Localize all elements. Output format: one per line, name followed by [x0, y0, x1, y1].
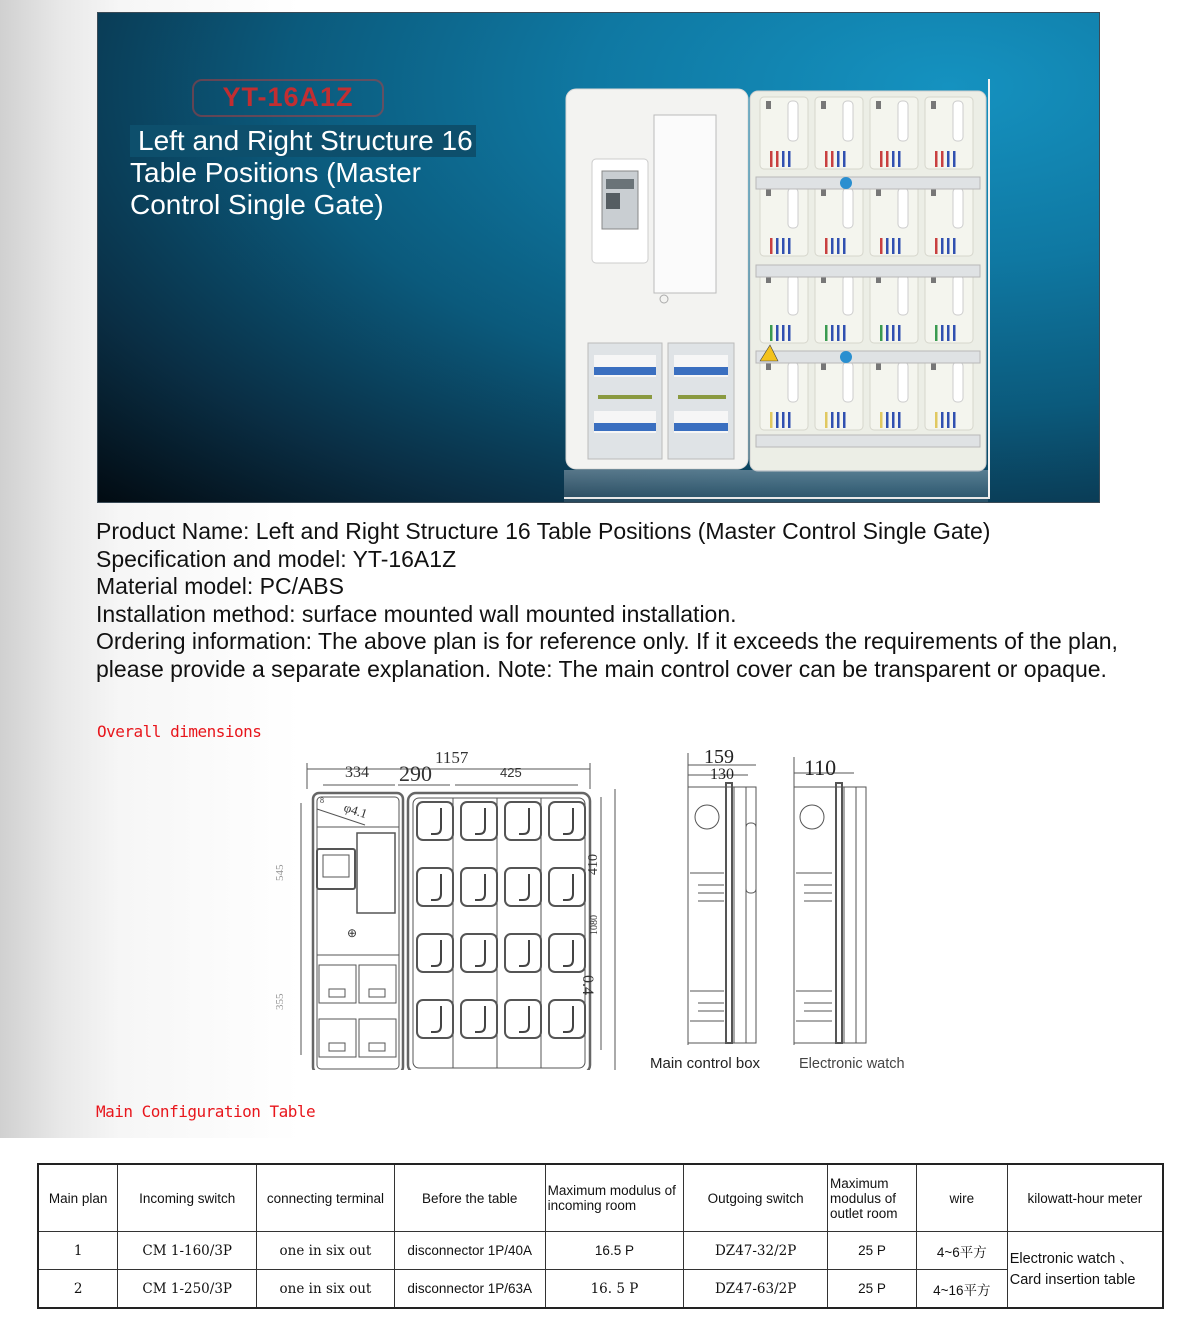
drawing-meter-slot	[461, 868, 497, 906]
dim-total-width: 1157	[435, 748, 469, 767]
drawing-meter-slot	[417, 868, 453, 906]
dim-side-watch-outer: 110	[804, 755, 837, 780]
dim-right-lower: 0.4	[579, 975, 596, 995]
banner-title	[130, 125, 490, 221]
meter-slot	[815, 184, 863, 256]
cell-wire: 4~16平方	[916, 1270, 1007, 1309]
meter-slot	[925, 184, 973, 256]
meter-slot	[760, 358, 808, 430]
meter-slot	[760, 271, 808, 343]
cell-incoming-switch: CM 1-160/3P	[118, 1232, 257, 1270]
drawing-meter-slot	[549, 868, 585, 906]
table-row	[38, 1232, 1163, 1270]
header-connecting-terminal: connecting terminal	[257, 1164, 395, 1232]
table-row	[38, 1270, 1163, 1309]
dim-left-upper: 545	[274, 864, 286, 881]
dim-gap: 290	[399, 761, 432, 786]
config-table	[37, 1163, 1164, 1309]
header-max-modulus-outlet: Maximum modulus of outlet room	[828, 1164, 917, 1232]
cell-max-modulus-outlet: 25 P	[828, 1232, 917, 1270]
meter-slot	[870, 358, 918, 430]
product-banner	[98, 13, 1099, 502]
meter-slot	[925, 271, 973, 343]
meter-slot	[760, 184, 808, 256]
cell-wire: 4~6平方	[916, 1232, 1007, 1270]
header-outgoing-switch: Outgoing switch	[684, 1164, 828, 1232]
header-max-modulus-incoming: Maximum modulus of incoming room	[545, 1164, 684, 1232]
header-wire: wire	[916, 1164, 1007, 1232]
meter-slot	[925, 97, 973, 169]
cell-kwh-meter-line1: Electronic watch 、	[1009, 1250, 1134, 1267]
meter-slot	[870, 271, 918, 343]
front-dimension-drawing	[265, 745, 620, 1070]
drawing-meter-slot	[505, 934, 541, 972]
cell-connecting-terminal: one in six out	[257, 1232, 395, 1270]
cell-incoming-switch: CM 1-250/3P	[118, 1270, 257, 1309]
dim-side-main-inner: 130	[710, 766, 734, 783]
main-cover-panel	[654, 115, 716, 293]
cell-outgoing-switch: DZ47-63/2P	[684, 1270, 828, 1309]
meter-slot	[760, 97, 808, 169]
drawing-meter-slot	[461, 934, 497, 972]
dim-right-total: 1080	[589, 915, 600, 935]
drawing-meter-slot	[461, 1000, 497, 1038]
dim-hole: φ4.1	[342, 799, 370, 822]
material-model: Material model: PC/ABS	[96, 573, 344, 599]
drawing-meter-slot	[417, 1000, 453, 1038]
side-dimension-drawing	[670, 745, 910, 1055]
cell-max-modulus-incoming: 16. 5 P	[545, 1270, 684, 1309]
drawing-meter-slot	[505, 802, 541, 840]
front-meter-slots	[417, 802, 585, 1038]
cell-before-table: disconnector 1P/63A	[394, 1270, 545, 1309]
drawing-meter-slot	[549, 802, 585, 840]
drawing-meter-slot	[549, 1000, 585, 1038]
header-incoming-switch: Incoming switch	[118, 1164, 257, 1232]
caption-main-control-box: Main control box	[650, 1055, 761, 1072]
dim-symbol: ⊕	[347, 926, 358, 940]
meter-slot	[870, 97, 918, 169]
spec-model: Specification and model: YT-16A1Z	[96, 545, 457, 572]
dim-side-main-outer: 159	[704, 746, 734, 768]
cell-kwh-meter-line2: Card insertion table	[1009, 1271, 1136, 1288]
table-header-row	[38, 1164, 1163, 1232]
header-before-table: Before the table	[394, 1164, 545, 1232]
drawing-meter-slot	[505, 868, 541, 906]
dim-left-width: 334	[345, 764, 369, 781]
cell-max-modulus-outlet: 25 P	[828, 1270, 917, 1309]
header-main-plan: Main plan	[38, 1164, 118, 1232]
cell-kwh-meter	[1007, 1232, 1163, 1309]
model-badge: YT-16A1Z	[192, 79, 384, 117]
meter-slot	[815, 97, 863, 169]
dimensions-heading: Overall dimensions	[97, 722, 262, 741]
cell-plan: 2	[38, 1270, 118, 1309]
installation-method: Installation method: surface mounted wall mounted installation.	[96, 600, 737, 627]
drawing-meter-slot	[461, 802, 497, 840]
meter-slot	[870, 184, 918, 256]
banner-title-line2: Table Positions (Master	[130, 157, 422, 188]
product-name: Product Name: Left and Right Structure 16 Table Positions (Master Control Single Gate)	[96, 518, 991, 544]
cell-connecting-terminal: one in six out	[257, 1270, 395, 1309]
header-kwh-meter: kilowatt-hour meter	[1007, 1164, 1163, 1232]
config-heading: Main Configuration Table	[96, 1102, 316, 1121]
cell-outgoing-switch: DZ47-32/2P	[684, 1232, 828, 1270]
meter-slot	[815, 358, 863, 430]
meter-slot	[925, 358, 973, 430]
cell-before-table: disconnector 1P/40A	[394, 1232, 545, 1270]
dim-right-width: 425	[500, 765, 522, 780]
dim-left-lower: 355	[274, 993, 286, 1010]
caption-electronic-watch: Electronic watch	[799, 1056, 905, 1072]
cell-plan: 1	[38, 1232, 118, 1270]
banner-title-line1: Left and Right Structure 16	[130, 125, 476, 157]
drawing-meter-slot	[417, 934, 453, 972]
dim-right-upper: 410	[586, 854, 601, 875]
drawing-meter-slot	[505, 1000, 541, 1038]
dim-hole-small: 8	[320, 796, 324, 805]
meter-slot	[815, 271, 863, 343]
drawing-meter-slot	[417, 802, 453, 840]
product-photo	[564, 87, 988, 501]
product-info	[96, 518, 1176, 683]
cell-max-modulus-incoming: 16.5 P	[545, 1232, 684, 1270]
drawing-meter-slot	[549, 934, 585, 972]
banner-title-line3: Control Single Gate)	[130, 189, 384, 220]
ordering-info: Ordering information: The above plan is for reference only. If it exceeds the requirements of the plan, please provide a separate explanation. Note: The main control cover can be transparent or opaque.	[96, 628, 1118, 682]
